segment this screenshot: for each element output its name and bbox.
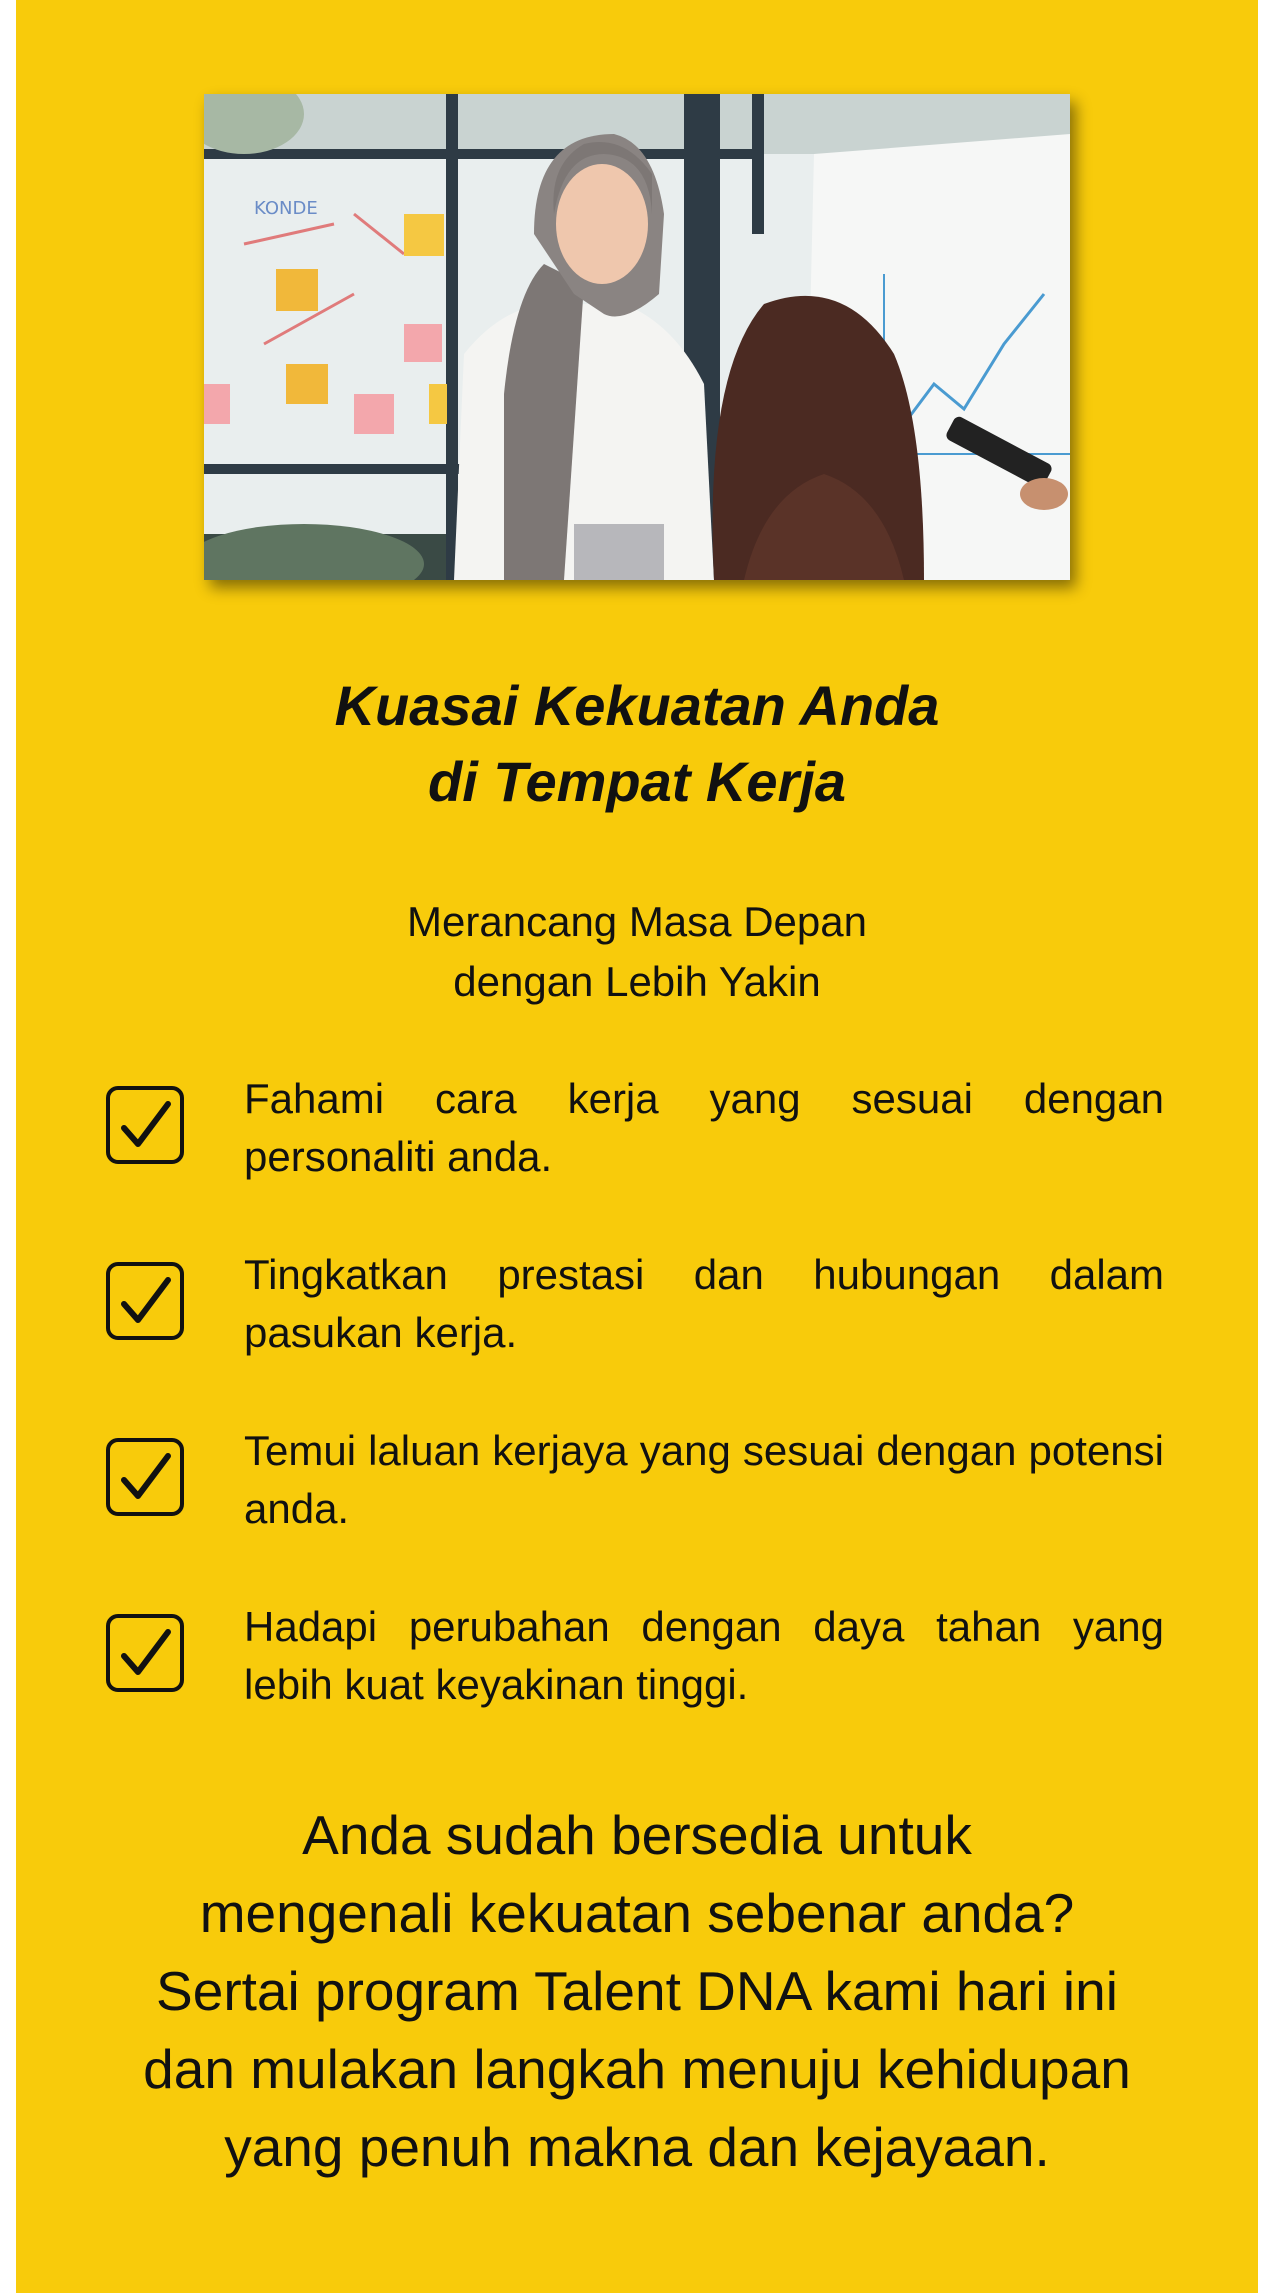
svg-text:KONDE: KONDE bbox=[254, 198, 318, 219]
page-title bbox=[16, 668, 1258, 820]
list-item bbox=[16, 1070, 1258, 1190]
page-subtitle-line-1: Merancang Masa Depan bbox=[407, 898, 867, 945]
cta-line-3: Sertai program Talent DNA kami hari ini bbox=[156, 1960, 1118, 2022]
checkbox-checked-icon bbox=[106, 1086, 184, 1164]
list-item bbox=[16, 1246, 1258, 1366]
benefit-text: Temui laluan kerjaya yang sesuai dengan potensi anda. bbox=[244, 1427, 1164, 1532]
hero-photo bbox=[204, 94, 1070, 580]
benefit-text: Fahami cara kerja yang sesuai dengan personaliti anda. bbox=[244, 1075, 1164, 1180]
checkbox-checked-icon bbox=[106, 1614, 184, 1692]
cta-line-1: Anda sudah bersedia untuk bbox=[302, 1804, 972, 1866]
promo-panel bbox=[16, 0, 1258, 2293]
list-item bbox=[16, 1422, 1258, 1542]
cta-line-4: dan mulakan langkah menuju kehidupan bbox=[143, 2038, 1131, 2100]
cta-line-2: mengenali kekuatan sebenar anda? bbox=[199, 1882, 1075, 1944]
page-subtitle-line-2: dengan Lebih Yakin bbox=[453, 958, 821, 1005]
cta-line-5: yang penuh makna dan kejayaan. bbox=[224, 2116, 1050, 2178]
checkbox-checked-icon bbox=[106, 1438, 184, 1516]
list-item bbox=[16, 1598, 1258, 1718]
photo-meeting-presenter-icon bbox=[204, 94, 1070, 580]
page-subtitle bbox=[16, 892, 1258, 1012]
page-title-line-2: di Tempat Kerja bbox=[427, 750, 847, 813]
page-title-line-1: Kuasai Kekuatan Anda bbox=[334, 674, 940, 737]
call-to-action-text bbox=[16, 1796, 1258, 2186]
benefit-text: Tingkatkan prestasi dan hubungan dalam pasukan kerja. bbox=[244, 1251, 1164, 1356]
benefit-text: Hadapi perubahan dengan daya tahan yang lebih kuat keyakinan tinggi. bbox=[244, 1603, 1164, 1708]
checkbox-checked-icon bbox=[106, 1262, 184, 1340]
